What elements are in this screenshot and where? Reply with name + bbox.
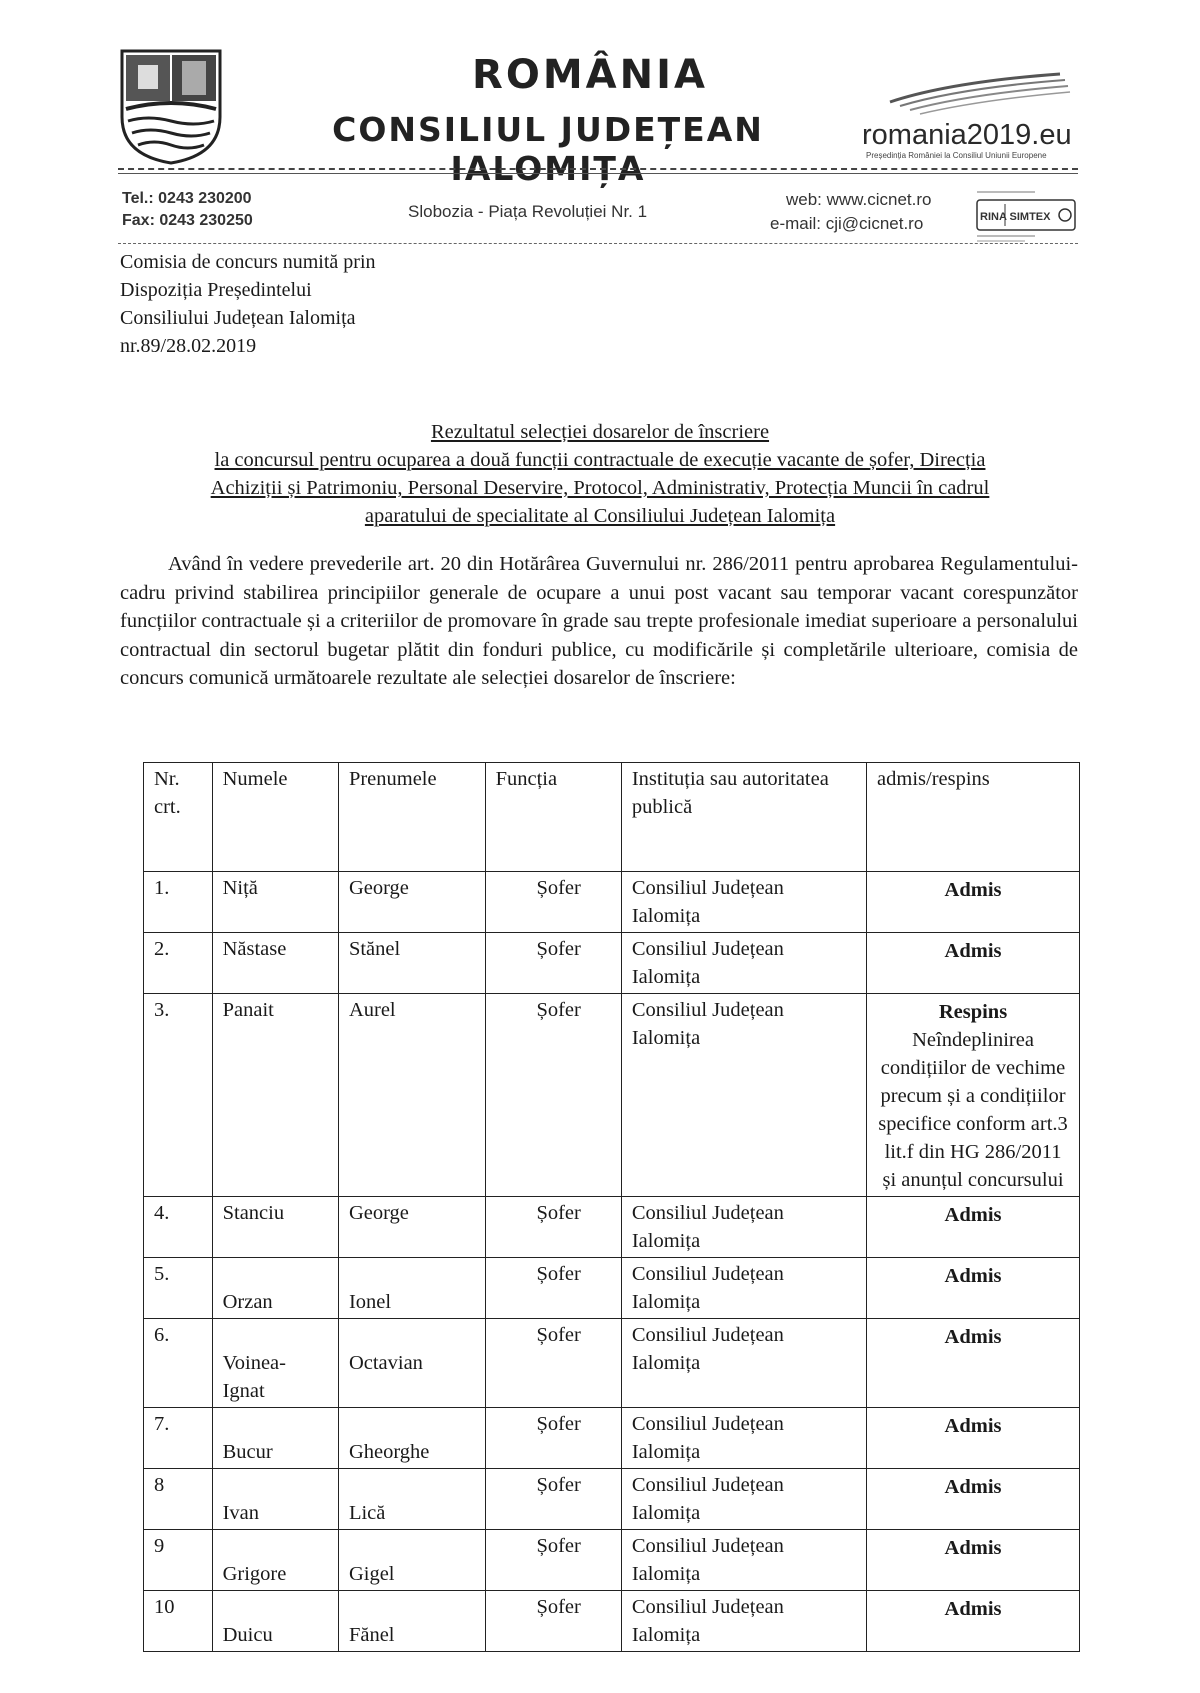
cell-name: Stanciu [212, 1197, 338, 1258]
table-row [144, 1591, 1080, 1652]
table-row [144, 1530, 1080, 1591]
intro-paragraph: Având în vedere prevederile art. 20 din Hotărârea Guvernului nr. 286/2011 pentru aprobarea Regulamentului-cadru privind stabilirea principiilor generale de ocupare a unui post vacant sau temporar vacant corespunzător funcțiilor contractuale și a criteriilor de promovare în grade sau trepte profesionale imediat superioare a personalului contractual din sectorul bugetar plătit din fonduri publice, cu modificările și completările ulterioare, comisia de concurs comunică următoarele rezultate ale selecției dosarelor de înscriere: [120, 553, 1078, 689]
cell-result [867, 1469, 1080, 1530]
commission-line: nr.89/28.02.2019 [120, 335, 257, 357]
col-header-result: admis/respins [867, 763, 1080, 872]
cell-institution: Consiliul Județean Ialomița [621, 1319, 866, 1408]
cell-function: Șofer [485, 872, 621, 933]
cell-name: Grigore [212, 1530, 338, 1591]
result-status: Admis [944, 1415, 1002, 1437]
result-status: Admis [944, 1204, 1002, 1226]
document-title: Rezultatul selecției dosarelor de înscriere [430, 421, 770, 443]
cell-function: Șofer [485, 1319, 621, 1408]
cell-result [867, 933, 1080, 994]
email-address: e-mail: cji@cicnet.ro [770, 214, 924, 233]
table-row [144, 1319, 1080, 1408]
cell-institution: Consiliul Județean Ialomița [621, 933, 866, 994]
result-status: Admis [944, 1537, 1002, 1559]
table-header-row [144, 763, 1080, 872]
cell-first: George [338, 1197, 485, 1258]
cell-name: Bucur [212, 1408, 338, 1469]
county-crest-logo [118, 47, 224, 167]
cell-nr: 2. [144, 933, 213, 994]
cell-name: Năstase [212, 933, 338, 994]
cell-nr: 10 [144, 1591, 213, 1652]
cell-name: Duicu [212, 1591, 338, 1652]
table-row [144, 872, 1080, 933]
cell-function: Șofer [485, 1197, 621, 1258]
result-reason: Neîndeplinirea condițiilor de vechime precum și a condițiilor specifice conform art.3 lit.f din HG 286/2011 și anunțul concursului [878, 1029, 1068, 1191]
cell-result [867, 1591, 1080, 1652]
cell-name: Voinea-Ignat [212, 1319, 338, 1408]
result-status: Admis [944, 1476, 1002, 1498]
romania2019-text: romania2019.eu [862, 119, 1072, 151]
col-header-nr: Nr. crt. [144, 763, 213, 872]
document-title: Achiziții și Patrimoniu, Personal Deservire, Protocol, Administrativ, Protecția Muncii în cadrul [210, 477, 990, 499]
cell-result [867, 1319, 1080, 1408]
cell-function: Șofer [485, 1408, 621, 1469]
cell-first: Ionel [338, 1258, 485, 1319]
cell-name: Ivan [212, 1469, 338, 1530]
table-row [144, 933, 1080, 994]
cell-institution: Consiliul Județean Ialomița [621, 1258, 866, 1319]
cell-name: Panait [212, 994, 338, 1197]
header-divider [118, 173, 1078, 174]
commission-line: Consiliului Județean Ialomița [120, 307, 356, 329]
cell-result [867, 1197, 1080, 1258]
cell-first: Octavian [338, 1319, 485, 1408]
col-header-name: Numele [212, 763, 338, 872]
commission-line: Comisia de concurs numită prin [120, 251, 376, 273]
cell-result [867, 872, 1080, 933]
cell-nr: 9 [144, 1530, 213, 1591]
cell-institution: Consiliul Județean Ialomița [621, 1591, 866, 1652]
phone-number: Tel.: 0243 230200 [122, 190, 252, 207]
cell-nr: 6. [144, 1319, 213, 1408]
cell-result [867, 1408, 1080, 1469]
cell-nr: 5. [144, 1258, 213, 1319]
col-header-function: Funcția [485, 763, 621, 872]
romania2019-subtitle: Președinția României la Consiliul Uniunii Europene [866, 151, 1047, 160]
results-table [143, 762, 1080, 1652]
website: web: www.cicnet.ro [786, 190, 932, 209]
result-status: Respins [938, 1001, 1008, 1023]
header-divider [118, 168, 1078, 170]
cell-first: Gheorghe [338, 1408, 485, 1469]
commission-line: Dispoziția Președintelui [120, 279, 312, 301]
fax-number: Fax: 0243 230250 [122, 212, 253, 229]
document-title: aparatului de specialitate al Consiliului Județean Ialomița [364, 505, 836, 527]
address: Slobozia - Piața Revoluției Nr. 1 [408, 202, 648, 221]
cell-first: Fănel [338, 1591, 485, 1652]
header-divider [118, 243, 1078, 244]
cell-result [867, 994, 1080, 1197]
result-status: Admis [944, 1598, 1002, 1620]
col-header-institution: Instituția sau autoritatea publică [621, 763, 866, 872]
table-row [144, 1258, 1080, 1319]
cell-nr: 3. [144, 994, 213, 1197]
result-status: Admis [944, 1326, 1002, 1348]
table-row [144, 994, 1080, 1197]
cell-name: Orzan [212, 1258, 338, 1319]
cert-logo-text: RINA SIMTEX [980, 211, 1051, 223]
header-council: CONSILIUL JUDEȚEAN IALOMIȚA [332, 110, 764, 188]
cell-function: Șofer [485, 994, 621, 1197]
table-row [144, 1197, 1080, 1258]
table-row [144, 1469, 1080, 1530]
cell-first: Gigel [338, 1530, 485, 1591]
cell-first: Aurel [338, 994, 485, 1197]
cell-result [867, 1258, 1080, 1319]
cell-function: Șofer [485, 1258, 621, 1319]
cell-first: George [338, 872, 485, 933]
cell-institution: Consiliul Județean Ialomița [621, 1197, 866, 1258]
header-country: ROMÂNIA [472, 52, 708, 98]
cell-name: Niță [212, 872, 338, 933]
cell-nr: 7. [144, 1408, 213, 1469]
cell-first: Lică [338, 1469, 485, 1530]
result-status: Admis [944, 879, 1002, 901]
cell-institution: Consiliul Județean Ialomița [621, 872, 866, 933]
result-status: Admis [944, 940, 1002, 962]
cell-institution: Consiliul Județean Ialomița [621, 1530, 866, 1591]
cell-nr: 4. [144, 1197, 213, 1258]
cell-institution: Consiliul Județean Ialomița [621, 994, 866, 1197]
cell-function: Șofer [485, 1591, 621, 1652]
cell-first: Stănel [338, 933, 485, 994]
certification-logo [975, 188, 1077, 246]
table-row [144, 1408, 1080, 1469]
result-status: Admis [944, 1265, 1002, 1287]
col-header-first: Prenumele [338, 763, 485, 872]
cell-nr: 8 [144, 1469, 213, 1530]
cell-function: Șofer [485, 933, 621, 994]
cell-function: Șofer [485, 1530, 621, 1591]
cell-institution: Consiliul Județean Ialomița [621, 1408, 866, 1469]
cell-institution: Consiliul Județean Ialomița [621, 1469, 866, 1530]
document-title: la concursul pentru ocuparea a două funcții contractuale de execuție vacante de șofer, Direcția [214, 449, 986, 471]
cell-result [867, 1530, 1080, 1591]
cell-function: Șofer [485, 1469, 621, 1530]
cell-nr: 1. [144, 872, 213, 933]
